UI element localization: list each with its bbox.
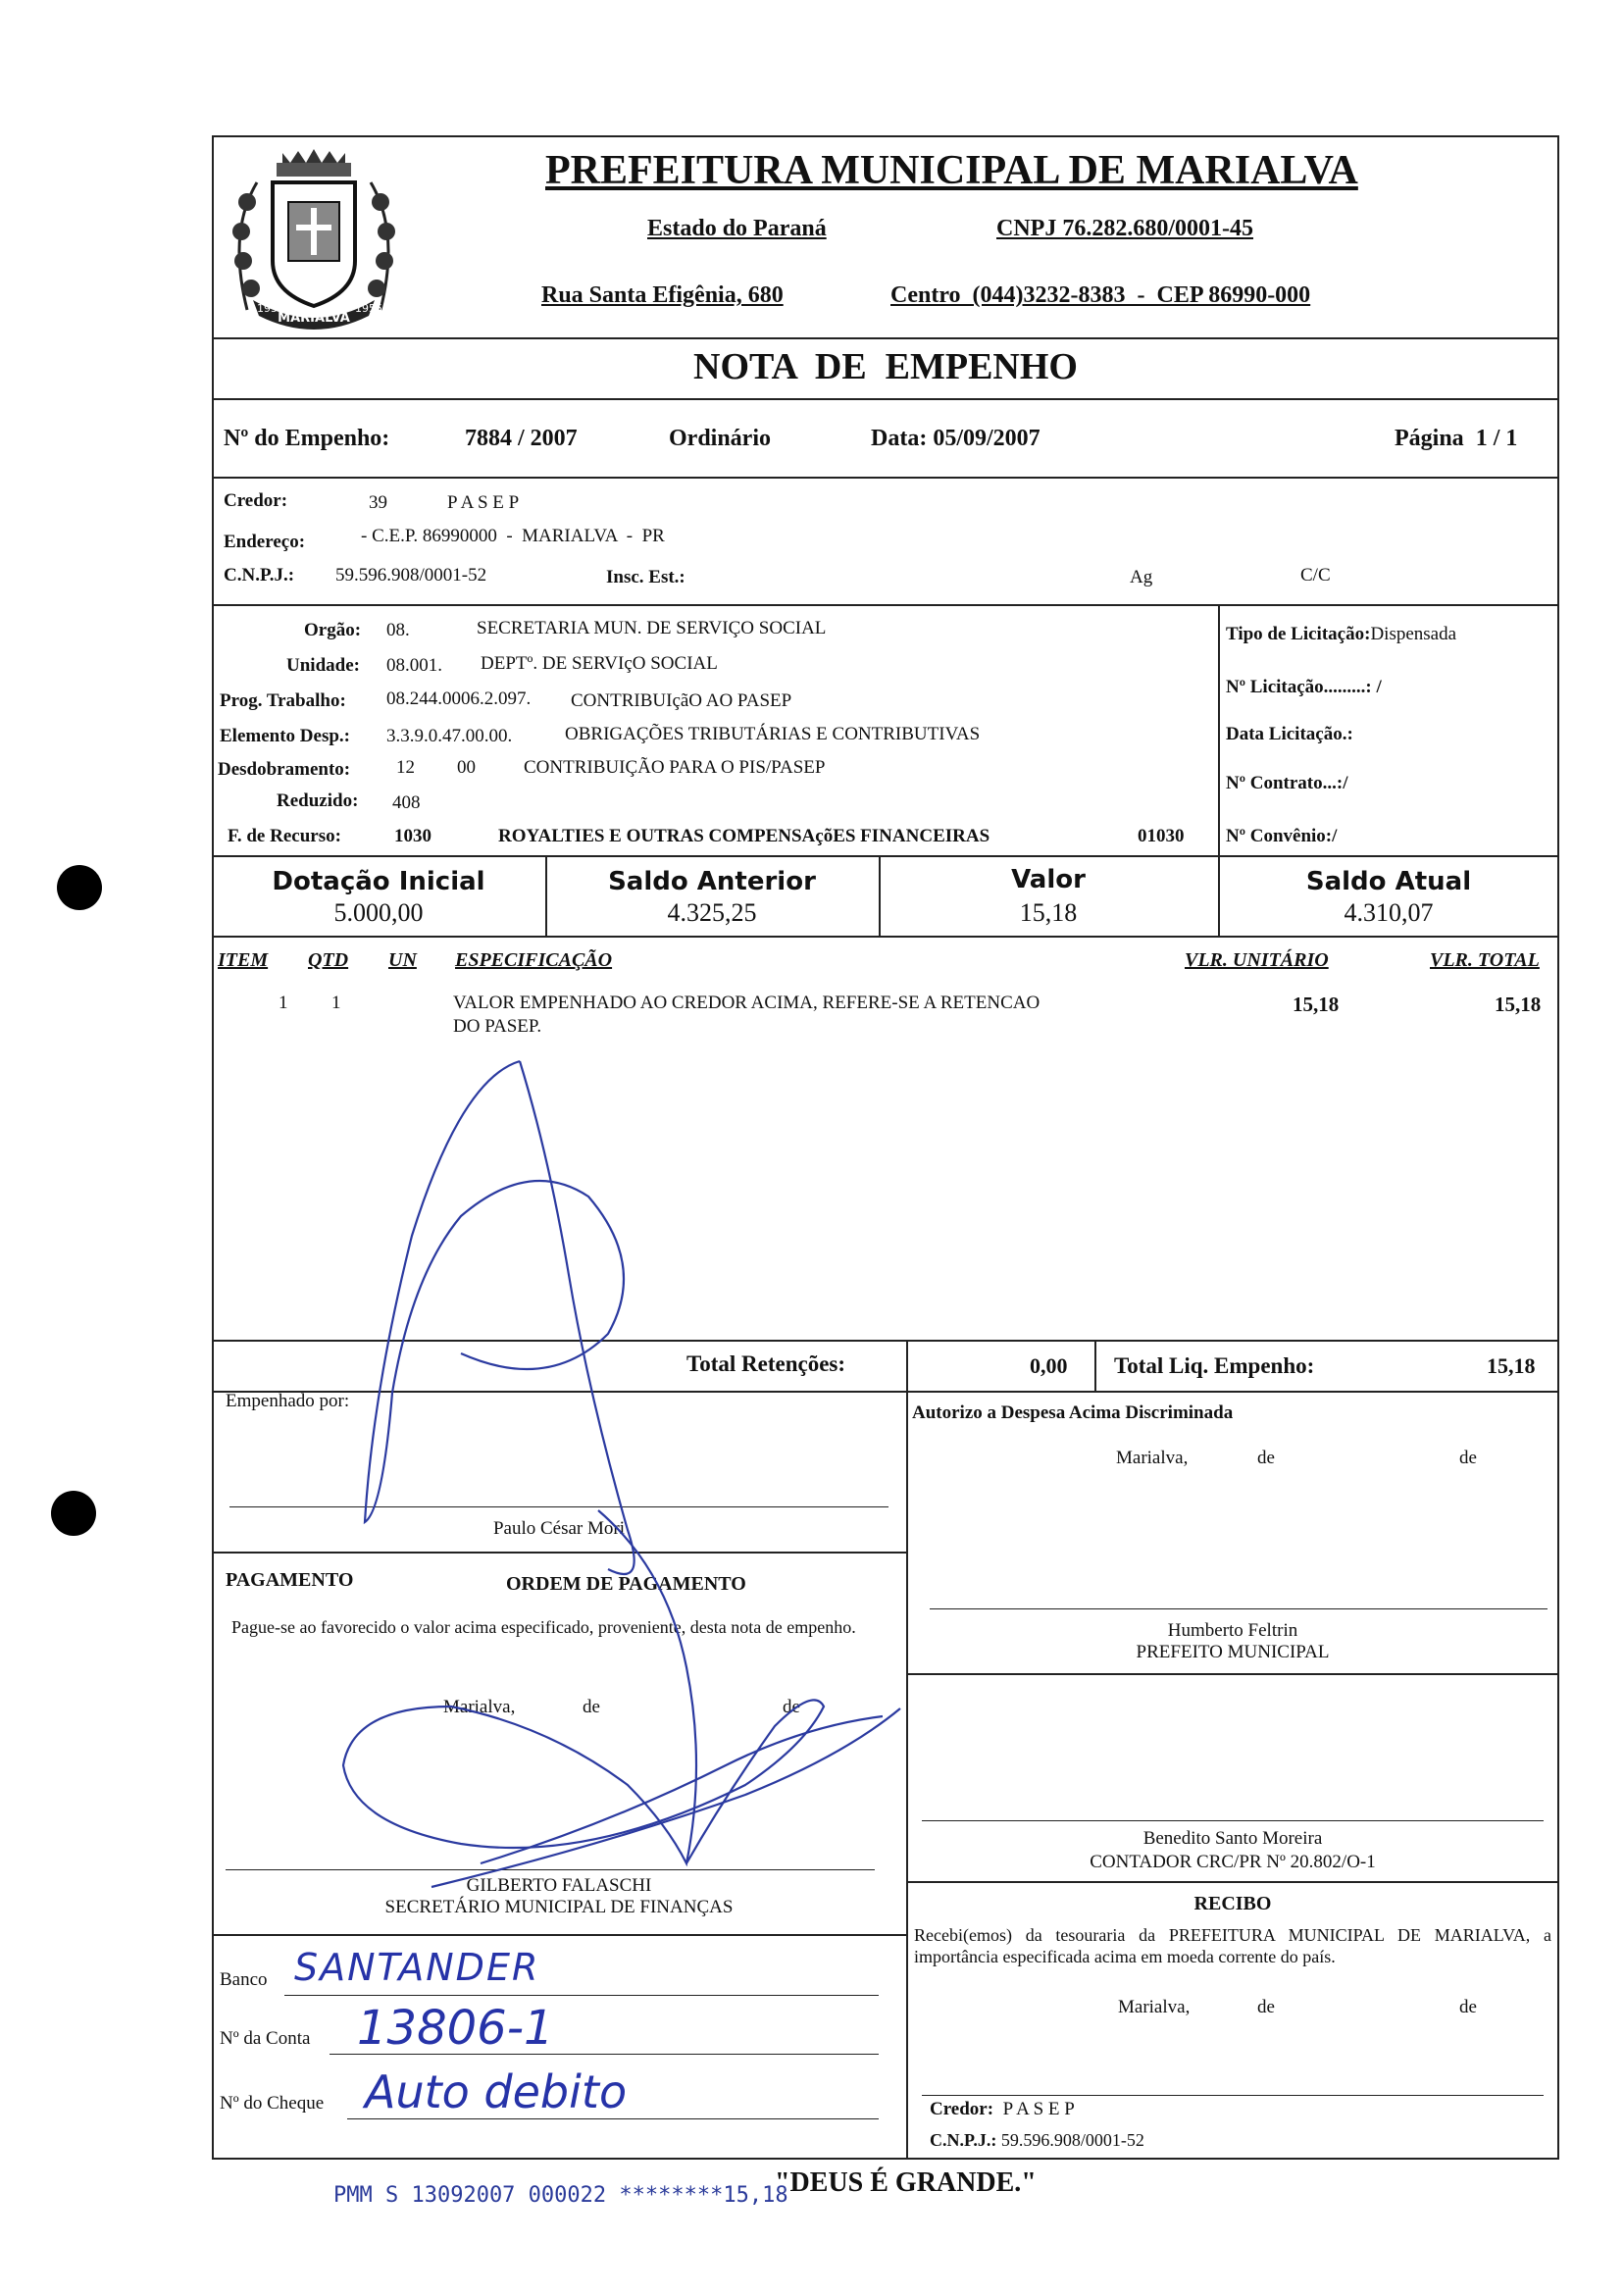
header-address: Centro (044)3232-8383 - CEP 86990-000 (890, 282, 1311, 308)
header-state: Estado do Paraná (647, 216, 827, 241)
convenio-numero: Nº Convênio:/ (1226, 826, 1338, 846)
prefeito-name: Humberto Feltrin (1167, 1620, 1298, 1641)
recibo-place: Marialva, (1118, 1997, 1191, 2017)
empenho-number: 7884 / 2007 (465, 426, 578, 451)
total-retencoes-label: Total Retenções: (686, 1351, 846, 1376)
crest-year-left: 1951 (257, 302, 284, 315)
signature-secretario-underline (431, 1708, 900, 1887)
licitacao-numero: Nº Licitação.........: / (1226, 677, 1382, 697)
item-espec-line2: DO PASEP. (453, 1016, 542, 1037)
saldo-atual-value: 4.310,07 (1344, 898, 1434, 927)
footer-stamp: PMM S 13092007 000022 ********15,18 (333, 2183, 788, 2208)
header-title: PREFEITURA MUNICIPAL DE MARIALVA (545, 148, 1358, 193)
contador-role: CONTADOR CRC/PR Nº 20.802/O-1 (1090, 1852, 1376, 1872)
insc-est-label: Insc. Est.: (606, 567, 685, 587)
endereco-label: Endereço: (224, 532, 306, 552)
ag-label: Ag (1130, 567, 1153, 587)
elemento-name: OBRIGAÇÕES TRIBUTÁRIAS E CONTRIBUTIVAS (565, 724, 981, 744)
col-header-vlr-unitario: VLR. UNITÁRIO (1185, 949, 1329, 971)
empenho-number-label: Nº do Empenho: (224, 426, 390, 451)
banco-value: SANTANDER (294, 1946, 540, 1989)
recibo-cnpj-label: C.N.P.J.: (930, 2130, 997, 2150)
prog-code: 08.244.0006.2.097. (386, 688, 532, 709)
pagamento-place: Marialva, (443, 1697, 516, 1717)
recibo-text: Recebi(emos) da tesouraria da PREFEITURA MUNICIPAL DE MARIALVA, a importância especificada acima em moeda corrente do país. (914, 1925, 1551, 1966)
item-espec-line1: VALOR EMPENHADO AO CREDOR ACIMA, REFERE-SE A RETENCAO (453, 993, 1040, 1013)
page-number: 1 / 1 (1475, 426, 1518, 451)
recurso-name: ROYALTIES E OUTRAS COMPENSAçõES FINANCEIRAS (498, 826, 990, 846)
crest-year-right: 1955 (355, 302, 382, 315)
credor-name: P A S E P (447, 492, 520, 513)
recibo-credor-label: Credor: (930, 2099, 994, 2119)
orgao-code: 08. (386, 620, 410, 640)
autorizo-de2: de (1459, 1448, 1477, 1468)
recurso-label: F. de Recurso: (228, 826, 341, 846)
banco-label: Banco (220, 1969, 268, 1990)
valor-label: Valor (1011, 865, 1086, 894)
item-number: 1 (279, 993, 288, 1013)
contador-name: Benedito Santo Moreira (1142, 1828, 1323, 1849)
licitacao-tipo-value: Dispensada (1370, 624, 1457, 644)
recibo-de1: de (1257, 1997, 1275, 2017)
footer-motto: "DEUS É GRANDE." (775, 2167, 1037, 2198)
reduzido-label: Reduzido: (277, 790, 359, 811)
item-vlr-unitario: 15,18 (1293, 993, 1340, 1016)
empenho-type: Ordinário (669, 426, 772, 451)
unidade-name: DEPTº. DE SERVIçO SOCIAL (481, 653, 718, 674)
ordem-pagamento-label: ORDEM DE PAGAMENTO (506, 1573, 746, 1595)
orgao-label: Orgão: (304, 620, 362, 640)
total-retencoes-value: 0,00 (1030, 1353, 1068, 1378)
secretario-role: SECRETÁRIO MUNICIPAL DE FINANÇAS (384, 1897, 734, 1917)
recibo-credor-value: P A S E P (1002, 2099, 1075, 2119)
prog-name: CONTRIBUIçãO AO PASEP (571, 690, 792, 711)
total-liq-label: Total Liq. Empenho: (1114, 1353, 1315, 1378)
contrato-numero: Nº Contrato...:/ (1226, 773, 1348, 793)
cc-label: C/C (1300, 565, 1331, 586)
elemento-label: Elemento Desp.: (220, 726, 350, 746)
cnpj-label: C.N.P.J.: (224, 565, 295, 586)
cheque-label: Nº do Cheque (220, 2093, 325, 2114)
pagamento-de1: de (583, 1697, 600, 1717)
recurso-code: 1030 (394, 826, 431, 846)
signature-secretario-flourish (481, 1716, 883, 1863)
item-vlr-total: 15,18 (1495, 993, 1542, 1016)
col-header-vlr-total: VLR. TOTAL (1430, 949, 1540, 971)
signature-secretario (343, 1510, 824, 1863)
pagamento-de2: de (783, 1697, 800, 1717)
reduzido-value: 408 (392, 792, 421, 813)
recibo-de2: de (1459, 1997, 1477, 2017)
recibo-cnpj-value: 59.596.908/0001-52 (1000, 2130, 1144, 2150)
col-header-item: ITEM (218, 949, 269, 971)
autorizo-de1: de (1257, 1448, 1275, 1468)
elemento-code: 3.3.9.0.47.00.00. (386, 726, 513, 746)
header-cnpj: CNPJ 76.282.680/0001-45 (996, 216, 1253, 241)
orgao-name: SECRETARIA MUN. DE SERVIÇO SOCIAL (477, 618, 827, 638)
saldo-anterior-label: Saldo Anterior (608, 867, 816, 896)
secretario-name: GILBERTO FALASCHI (466, 1875, 652, 1896)
document-title: NOTA DE EMPENHO (693, 346, 1078, 387)
crest-label: MARIALVA (278, 311, 350, 326)
empenho-date: Data: 05/09/2007 (871, 426, 1040, 451)
licitacao-tipo-label: Tipo de Licitação: (1226, 624, 1371, 644)
prog-label: Prog. Trabalho: (220, 690, 346, 711)
autorizo-label: Autorizo a Despesa Acima Discriminada (912, 1402, 1234, 1423)
conta-value: 13806-1 (357, 2001, 554, 2056)
unidade-code: 08.001. (386, 655, 442, 676)
desdobramento-code2: 00 (457, 757, 476, 778)
total-liq-value: 15,18 (1487, 1353, 1536, 1378)
empenhado-name: Paulo César Mori (492, 1518, 626, 1539)
conta-label: Nº da Conta (220, 2028, 311, 2049)
recibo-title: RECIBO (1193, 1893, 1272, 1914)
valor-value: 15,18 (1019, 898, 1078, 927)
col-header-un: UN (388, 949, 417, 971)
col-header-qtd: QTD (308, 949, 349, 971)
empenhado-label: Empenhado por: (226, 1391, 350, 1411)
credor-label: Credor: (224, 490, 288, 511)
header-street: Rua Santa Efigênia, 680 (541, 282, 784, 308)
licitacao-data: Data Licitação.: (1226, 724, 1353, 744)
page-label-text: Página (1395, 426, 1464, 451)
cnpj-value: 59.596.908/0001-52 (335, 565, 487, 586)
desdobramento-name: CONTRIBUIÇÃO PARA O PIS/PASEP (524, 757, 826, 778)
cheque-value: Auto debito (365, 2065, 628, 2118)
desdobramento-label: Desdobramento: (218, 759, 351, 780)
dotacao-inicial-label: Dotação Inicial (272, 867, 485, 896)
desdobramento-code1: 12 (396, 757, 415, 778)
dotacao-inicial-value: 5.000,00 (333, 898, 424, 927)
endereco-value: - C.E.P. 86990000 - MARIALVA - PR (361, 526, 665, 546)
signature-empenhado (365, 1061, 624, 1522)
saldo-anterior-value: 4.325,25 (667, 898, 757, 927)
prefeito-role: PREFEITO MUNICIPAL (1136, 1642, 1330, 1662)
credor-code: 39 (369, 492, 387, 513)
saldo-atual-label: Saldo Atual (1305, 867, 1472, 896)
recurso-code2: 01030 (1138, 826, 1185, 846)
col-header-especificacao: ESPECIFICAÇÃO (455, 949, 613, 971)
pagamento-label: PAGAMENTO (226, 1569, 354, 1591)
autorizo-place: Marialva, (1116, 1448, 1189, 1468)
item-qtd: 1 (331, 993, 341, 1013)
pagamento-text: Pague-se ao favorecido o valor acima especificado, proveniente, desta nota de empenho. (231, 1617, 856, 1637)
unidade-label: Unidade: (286, 655, 360, 676)
